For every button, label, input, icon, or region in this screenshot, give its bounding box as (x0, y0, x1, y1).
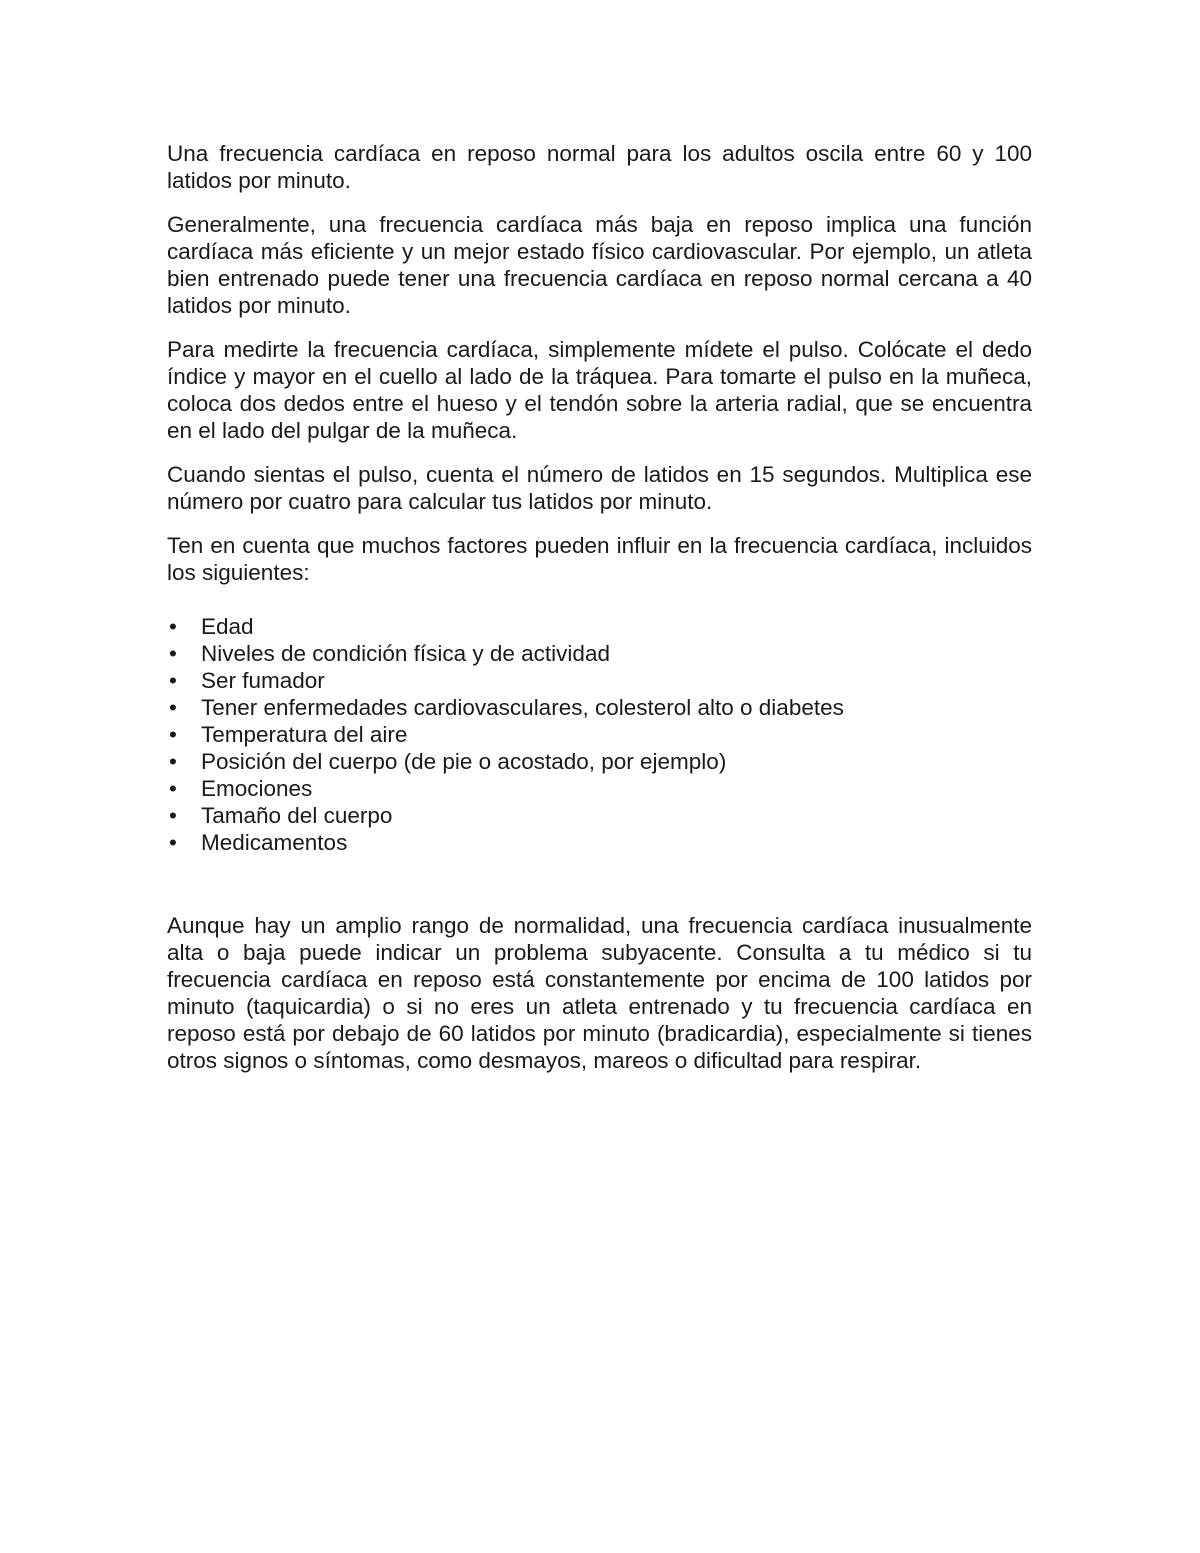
list-item (167, 613, 1032, 640)
list-item-text: Edad (201, 614, 254, 639)
bullet-icon: • (169, 695, 177, 720)
paragraph-measure-pulse: Para medirte la frecuencia cardíaca, simplemente mídete el pulso. Colócate el dedo índice y mayor en el cuello al lado de la tráquea. Para tomarte el pulso en la muñeca, coloca dos dedos entre el hueso y el tendón sobre la arteria radial, que se encuentra en el lado del pulgar de la muñeca. (167, 337, 1032, 443)
bullet-icon: • (169, 803, 177, 828)
list-item (167, 640, 1032, 667)
document-page (167, 140, 1032, 1091)
list-item-text: Tener enfermedades cardiovasculares, colesterol alto o diabetes (201, 695, 844, 720)
list-item (167, 829, 1032, 856)
paragraph-factors-intro: Ten en cuenta que muchos factores pueden influir en la frecuencia cardíaca, incluidos los siguientes: (167, 533, 1032, 585)
list-item-text: Emociones (201, 776, 313, 801)
factors-list (167, 613, 1032, 856)
bullet-icon: • (169, 668, 177, 693)
bullet-icon: • (169, 614, 177, 639)
paragraph-consult-doctor: Aunque hay un amplio rango de normalidad, una frecuencia cardíaca inusualmente alta o baja puede indicar un problema subyacente. Consulta a tu médico si tu frecuencia cardíaca en reposo está constantemente por encima de 100 latidos por minuto (taquicardia) o si no eres un atleta entrenado y tu frecuencia cardíaca en reposo está por debajo de 60 latidos por minuto (bradicardia), especialmente si tienes otros signos o síntomas, como desmayos, mareos o dificultad para respirar. (167, 913, 1032, 1073)
list-item (167, 748, 1032, 775)
paragraph-resting-rate: Una frecuencia cardíaca en reposo normal para los adultos oscila entre 60 y 100 latidos por minuto. (167, 141, 1032, 193)
list-item-text: Niveles de condición física y de actividad (201, 641, 610, 666)
list-item-text: Medicamentos (201, 830, 348, 855)
bullet-icon: • (169, 722, 177, 747)
list-item (167, 667, 1032, 694)
bullet-icon: • (169, 749, 177, 774)
bullet-icon: • (169, 830, 177, 855)
paragraph-lower-rate: Generalmente, una frecuencia cardíaca más baja en reposo implica una función cardíaca más eficiente y un mejor estado físico cardiovascular. Por ejemplo, un atleta bien entrenado puede tener una frecuencia cardíaca en reposo normal cercana a 40 latidos por minuto. (167, 212, 1032, 318)
list-item (167, 802, 1032, 829)
paragraph-count-beats: Cuando sientas el pulso, cuenta el número de latidos en 15 segundos. Multiplica ese número por cuatro para calcular tus latidos por minuto. (167, 462, 1032, 514)
list-item-text: Tamaño del cuerpo (201, 803, 393, 828)
list-item (167, 694, 1032, 721)
list-item (167, 775, 1032, 802)
list-item (167, 721, 1032, 748)
list-item-text: Temperatura del aire (201, 722, 408, 747)
bullet-icon: • (169, 776, 177, 801)
list-item-text: Posición del cuerpo (de pie o acostado, por ejemplo) (201, 749, 727, 774)
bullet-icon: • (169, 641, 177, 666)
list-item-text: Ser fumador (201, 668, 325, 693)
